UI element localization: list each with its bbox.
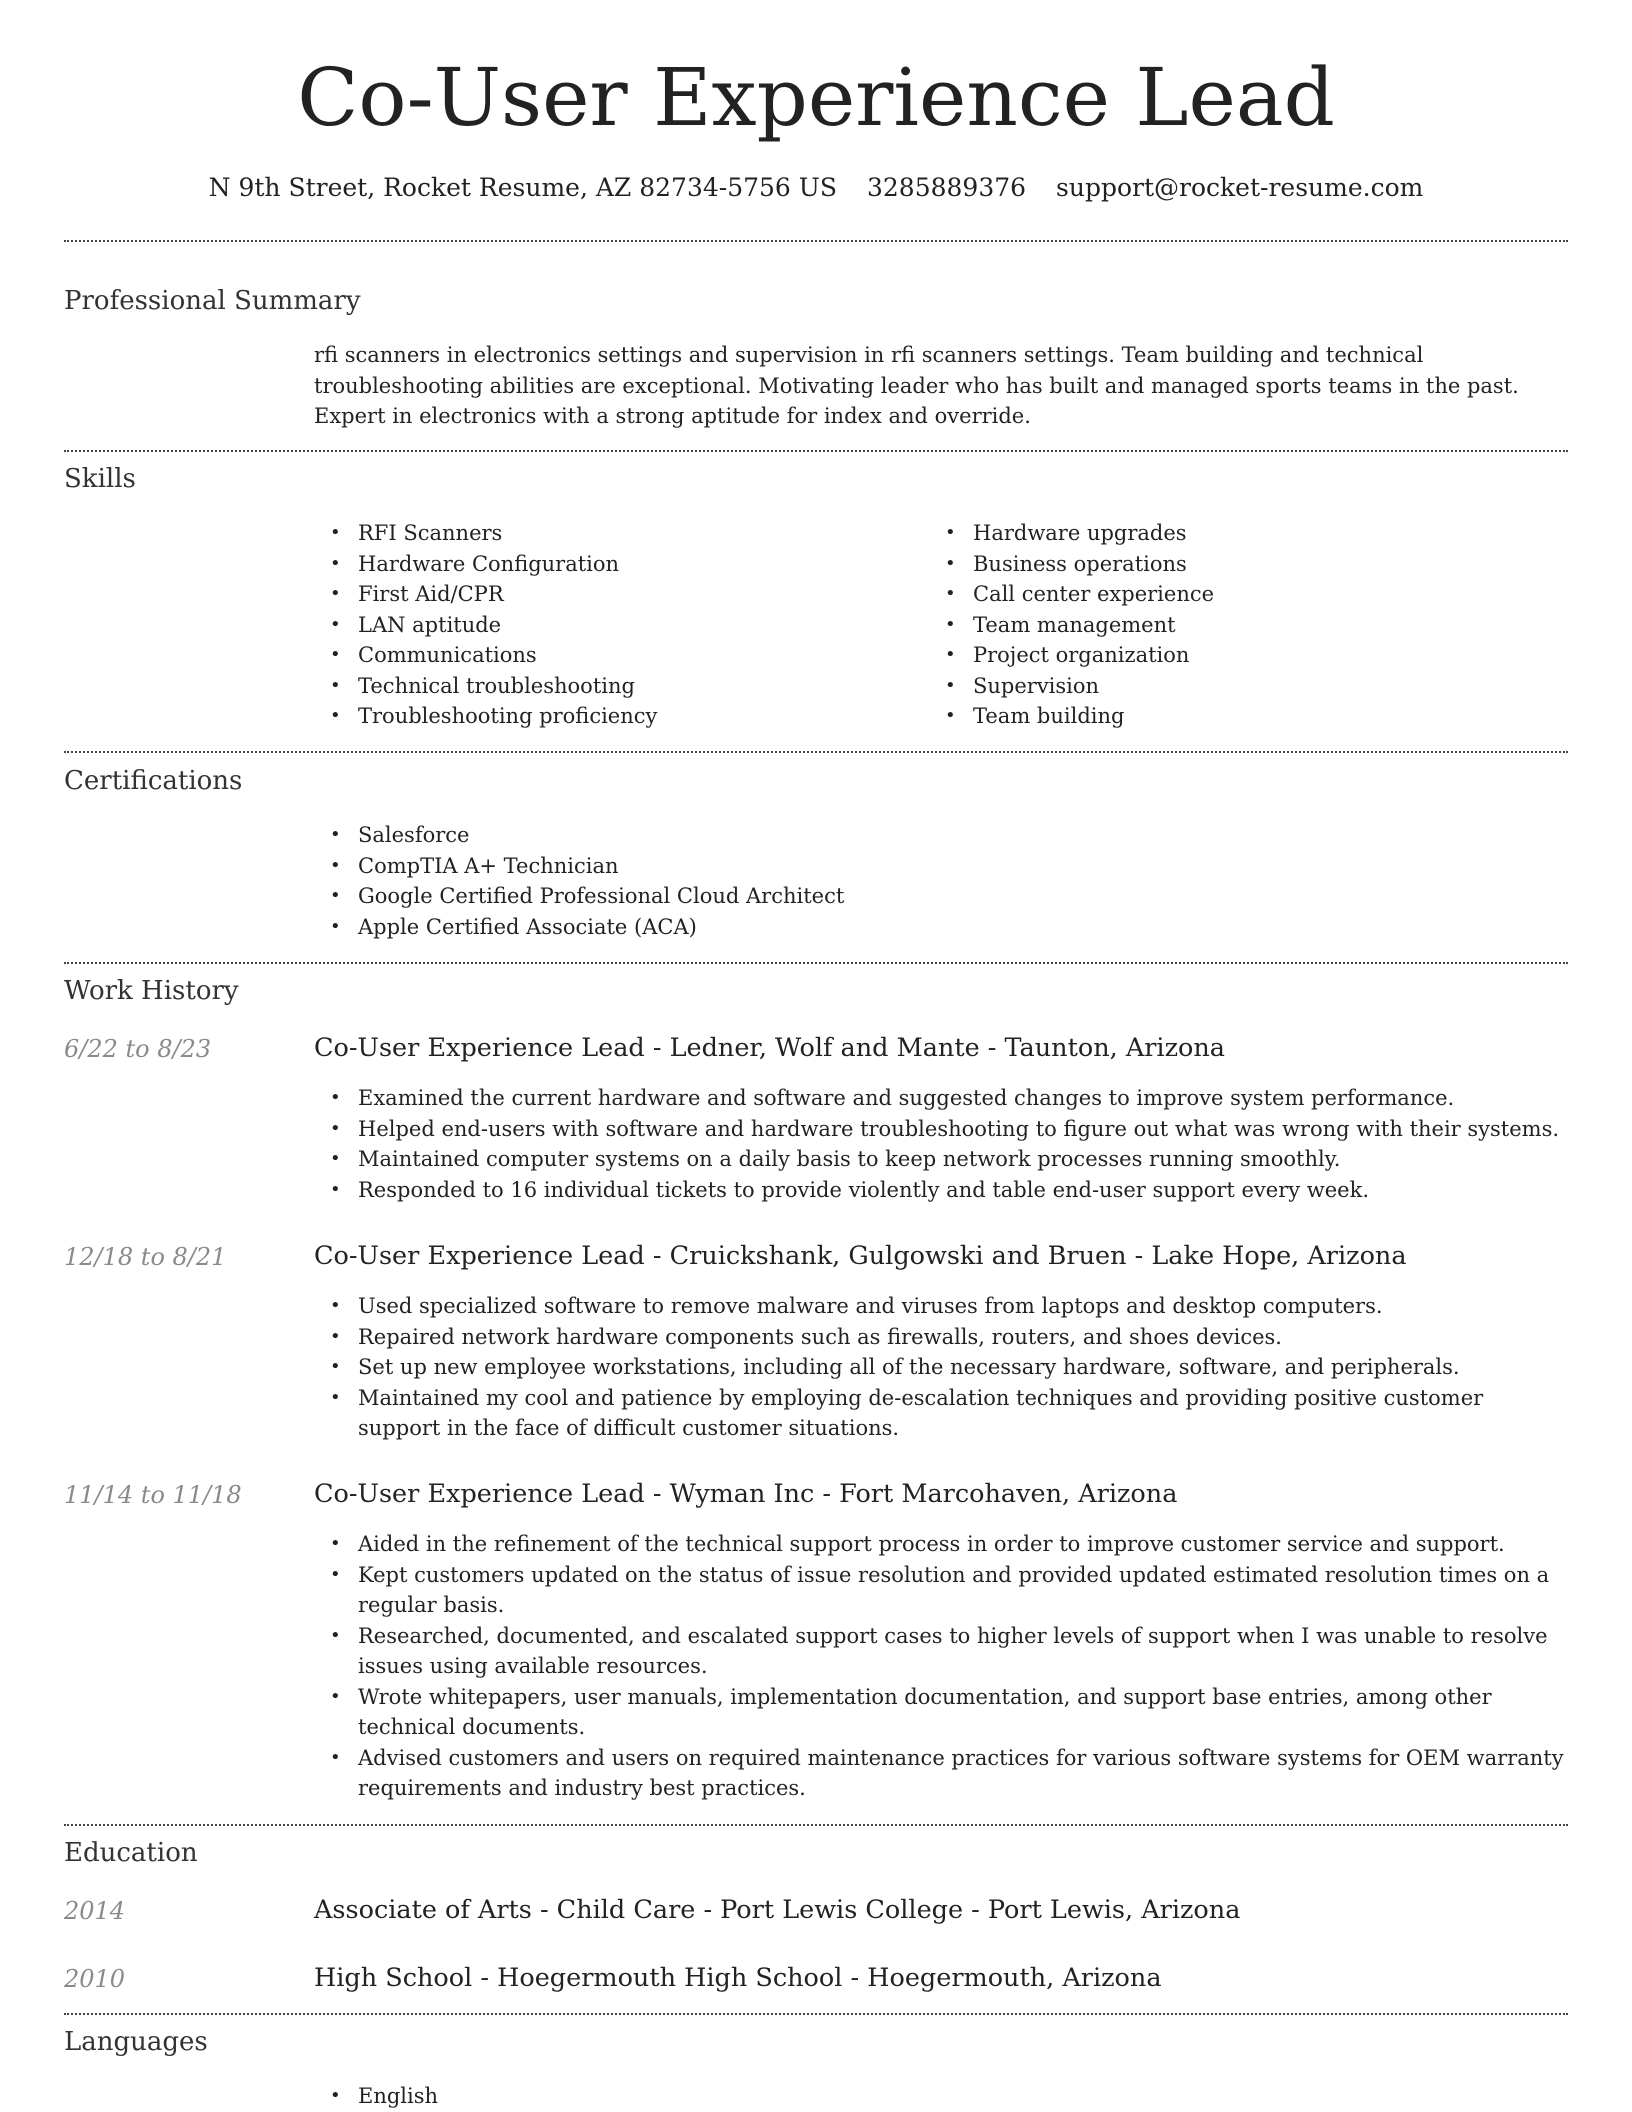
job-heading: Co-User Experience Lead - Cruickshank, Gulgowski and Bruen - Lake Hope, Arizona — [314, 1241, 1407, 1271]
language-item: • English — [314, 2081, 1568, 2112]
contact-email: support@rocket-resume.com — [1056, 173, 1424, 202]
skill-item: • Hardware Configuration — [314, 549, 914, 580]
summary-section-title: Professional Summary — [64, 286, 361, 316]
section-divider — [64, 240, 1568, 242]
skill-item: • Troubleshooting proficiency — [314, 701, 914, 732]
skill-item: • Call center experience — [929, 579, 1549, 610]
job-bullet: • Maintained computer systems on a daily basis to keep network processes running smoothly. — [314, 1144, 1568, 1175]
job-dates: 12/18 to 8/21 — [64, 1243, 227, 1271]
skills-list-right — [929, 518, 1549, 732]
skill-item: • LAN aptitude — [314, 610, 914, 641]
section-divider — [64, 751, 1568, 753]
contact-line — [0, 171, 1632, 205]
skill-item: • RFI Scanners — [314, 518, 914, 549]
contact-address: N 9th Street, Rocket Resume, AZ 82734-5756 US — [208, 173, 837, 202]
section-divider — [64, 450, 1568, 452]
job-bullet: • Helped end-users with software and hardware troubleshooting to figure out what was wrong with their systems. — [314, 1114, 1568, 1145]
certification-item: • Apple Certified Associate (ACA) — [314, 912, 1568, 943]
skill-item: • Team management — [929, 610, 1549, 641]
contact-phone: 3285889376 — [866, 173, 1027, 202]
job-bullet: • Maintained my cool and patience by employing de-escalation techniques and providing positive customer support in the face of difficult customer situations. — [314, 1383, 1568, 1444]
job-bullets — [314, 1083, 1568, 1205]
education-heading: Associate of Arts - Child Care - Port Lewis College - Port Lewis, Arizona — [314, 1895, 1241, 1925]
skill-item: • Technical troubleshooting — [314, 671, 914, 702]
job-bullet: • Examined the current hardware and software and suggested changes to improve system performance. — [314, 1083, 1568, 1114]
job-bullet: • Researched, documented, and escalated support cases to higher levels of support when I was unable to resolve issues using available resources. — [314, 1621, 1568, 1682]
skill-item: • Team building — [929, 701, 1549, 732]
section-divider — [64, 1824, 1568, 1826]
section-divider — [64, 962, 1568, 964]
skills-section-title: Skills — [64, 464, 136, 494]
languages-section-title: Languages — [64, 2027, 208, 2057]
skill-item: • Supervision — [929, 671, 1549, 702]
skill-item: • Communications — [314, 640, 914, 671]
job-dates: 11/14 to 11/18 — [64, 1481, 242, 1509]
section-divider — [64, 2013, 1568, 2015]
job-bullet: • Wrote whitepapers, user manuals, implementation documentation, and support base entries, among other technical documents. — [314, 1682, 1568, 1743]
skill-item: • Hardware upgrades — [929, 518, 1549, 549]
candidate-name: Co-User Experience Lead — [297, 51, 1335, 144]
certification-item: • Salesforce — [314, 820, 1568, 851]
job-heading: Co-User Experience Lead - Ledner, Wolf and Mante - Taunton, Arizona — [314, 1033, 1226, 1063]
education-section-title: Education — [64, 1838, 198, 1868]
education-year: 2010 — [64, 1965, 126, 1993]
job-bullet: • Used specialized software to remove malware and viruses from laptops and desktop computers. — [314, 1291, 1568, 1322]
job-bullet: • Repaired network hardware components such as firewalls, routers, and shoes devices. — [314, 1322, 1568, 1353]
certification-item: • CompTIA A+ Technician — [314, 851, 1568, 882]
certifications-section-title: Certifications — [64, 766, 243, 796]
job-dates: 6/22 to 8/23 — [64, 1035, 212, 1063]
education-heading: High School - Hoegermouth High School - Hoegermouth, Arizona — [314, 1963, 1162, 1993]
job-bullet: • Advised customers and users on required maintenance practices for various software systems for OEM warranty requirements and industry best practices. — [314, 1743, 1568, 1804]
skill-item: • Project organization — [929, 640, 1549, 671]
skill-item: • First Aid/CPR — [314, 579, 914, 610]
skill-item: • Business operations — [929, 549, 1549, 580]
education-year: 2014 — [64, 1897, 126, 1925]
certification-item: • Google Certified Professional Cloud Architect — [314, 881, 1568, 912]
certifications-list — [314, 820, 1568, 942]
summary-text: rfi scanners in electronics settings and supervision in rfi scanners settings. Team building and technical troubleshooting abilities are exceptional. Motivating leader who has built and managed sports teams in the past. Expert in electronics with a strong aptitude for index and override. — [314, 343, 1519, 428]
job-bullet: • Set up new employee workstations, including all of the necessary hardware, software, and peripherals. — [314, 1352, 1568, 1383]
work-section-title: Work History — [64, 976, 239, 1006]
job-bullet: • Aided in the refinement of the technical support process in order to improve customer service and support. — [314, 1529, 1568, 1560]
job-heading: Co-User Experience Lead - Wyman Inc - Fort Marcohaven, Arizona — [314, 1479, 1178, 1509]
job-bullets — [314, 1291, 1568, 1444]
job-bullets — [314, 1529, 1568, 1804]
languages-list — [314, 2081, 1568, 2112]
job-bullet: • Kept customers updated on the status of issue resolution and provided updated estimated resolution times on a regular basis. — [314, 1560, 1568, 1621]
job-bullet: • Responded to 16 individual tickets to provide violently and table end-user support every week. — [314, 1175, 1568, 1206]
skills-list-left — [314, 518, 914, 732]
